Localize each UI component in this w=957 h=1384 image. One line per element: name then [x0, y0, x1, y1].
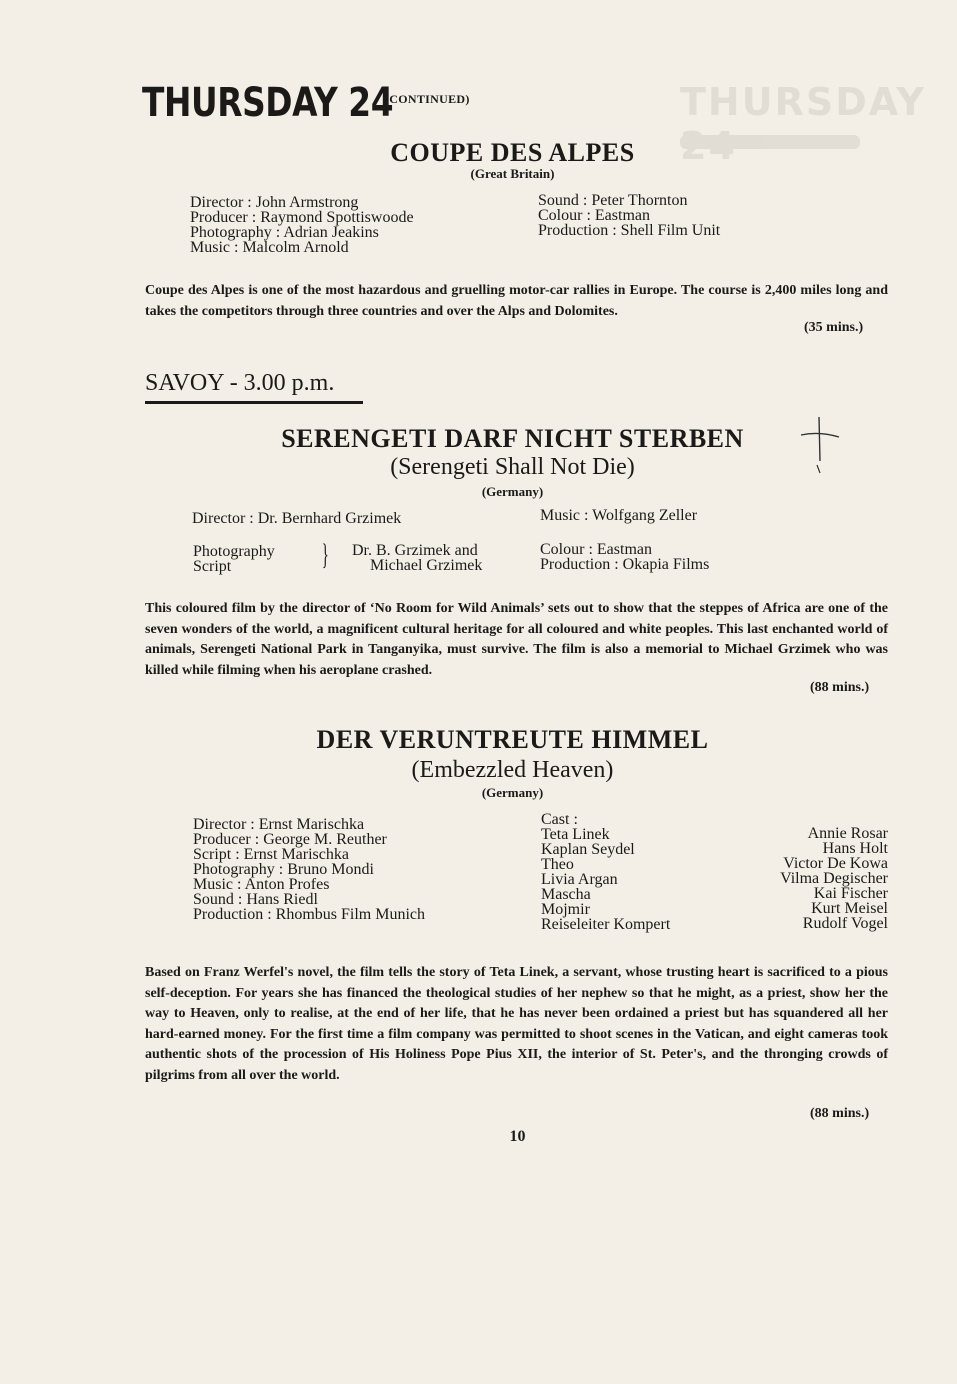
credit-line: Production : Okapia Films [540, 556, 710, 573]
credit-line: Sound : Hans Riedl [193, 891, 318, 908]
cast-role: Teta Linek [541, 826, 610, 843]
credit-line: Script : Ernst Marischka [193, 846, 349, 863]
cast-role: Livia Argan [541, 871, 618, 888]
cast-label: Cast : [541, 811, 578, 828]
film1-title: COUPE DES ALPES [390, 138, 635, 167]
cast-actor: Hans Holt [822, 840, 888, 857]
credit-line: Production : Rhombus Film Munich [193, 906, 426, 923]
cast-role: Mojmir [541, 901, 590, 918]
credit-line: Production : Shell Film Unit [538, 222, 721, 239]
film1-synopsis: Coupe des Alpes is one of the most hazardous and gruelling motor-car rallies in Europe. The course is 2,400 miles long and takes the competitors through three countries and over the Alps and Dolomites. [145, 283, 888, 319]
credit-line: Photography : Bruno Mondi [193, 861, 374, 878]
credit-line: Music : Malcolm Arnold [190, 239, 349, 256]
credit-line: Music : Anton Profes [193, 876, 330, 893]
film2-duration: (88 mins.) [810, 680, 870, 695]
cast-role: Theo [541, 856, 574, 873]
show-through-ghost: THURSDAY 24 [680, 80, 927, 168]
film3-cast-actors [720, 826, 888, 931]
credit-line: Michael Grzimek [370, 557, 483, 574]
credit-line: Producer : Raymond Spottiswoode [190, 209, 414, 226]
credit-line: Producer : George M. Reuther [193, 831, 387, 848]
film2-title: SERENGETI DARF NICHT STERBEN [281, 424, 744, 453]
film2-subtitle: (Serengeti Shall Not Die) [390, 454, 635, 480]
film3-credits-left [193, 817, 425, 922]
cast-role: Mascha [541, 886, 591, 903]
brace-glyph: } [321, 538, 329, 571]
cast-actor: Vilma Degischer [780, 870, 888, 887]
page-number: 10 [509, 1128, 526, 1145]
cast-actor: Kurt Meisel [811, 900, 888, 917]
credit-line: Dr. B. Grzimek and [352, 542, 478, 559]
film2-credits-right [540, 542, 709, 572]
day-heading: THURSDAY 24 [142, 80, 394, 126]
film2-synopsis: This coloured film by the director of ‘No Room for Wild Animals’ sets out to show that the steppes of Africa are one of the seven wonders of the world, a magnificent cultural heritage for all coloured and white peoples. This last enchanted world of animals, Serengeti National Park in Tanganyika, must survive. The film is also a memorial to Michael Grzimek who was killed while filming when his aeroplane crashed. [145, 601, 888, 678]
credit-line: Photography : Adrian Jeakins [190, 224, 379, 241]
film3-title: DER VERUNTREUTE HIMMEL [316, 725, 709, 754]
credit-line: Director : Ernst Marischka [193, 816, 365, 833]
cast-actor: Annie Rosar [807, 825, 888, 842]
script-label: Script [193, 558, 232, 575]
credit-line: Director : John Armstrong [190, 194, 359, 211]
credit-line: Sound : Peter Thornton [538, 192, 688, 209]
cast-role: Kaplan Seydel [541, 841, 635, 858]
film1-credits-left [190, 195, 414, 255]
venue-heading: SAVOY - 3.00 p.m. [145, 370, 335, 396]
film2-photo-script-credit [352, 543, 482, 573]
film3-country: (Germany) [481, 785, 544, 800]
film3-duration: (88 mins.) [810, 1106, 870, 1121]
film2-role-labels [193, 544, 275, 574]
film2-country: (Germany) [481, 484, 544, 499]
credit-line: Colour : Eastman [540, 541, 652, 558]
venue-underline [145, 401, 363, 404]
film1-credits-right [538, 193, 720, 238]
cast-actor: Rudolf Vogel [802, 915, 888, 932]
film3-subtitle: (Embezzled Heaven) [411, 757, 614, 783]
film2-music: Music : Wolfgang Zeller [540, 507, 698, 524]
film1-duration: (35 mins.) [804, 320, 864, 335]
cast-actor: Kai Fischer [813, 885, 888, 902]
film3-cast-roles [541, 812, 670, 932]
continued-label: (CONTINUED) [385, 92, 470, 106]
cast-actor: Victor De Kowa [783, 855, 888, 872]
cast-role: Reiseleiter Kompert [541, 916, 671, 933]
photography-label: Photography [193, 543, 275, 560]
film1-country: (Great Britain) [470, 166, 555, 181]
credit-line: Colour : Eastman [538, 207, 650, 224]
film2-director: Director : Dr. Bernhard Grzimek [192, 510, 402, 527]
film3-synopsis: Based on Franz Werfel's novel, the film tells the story of Teta Linek, a servant, whose trusting heart is sacrificed to a pious self-deception. For years she has financed the theological studies of her nephew so that he might, as a priest, show her the way to Heaven, only to realise, at the end of her life, that he has never been ordained a priest but has squandered all her hard-earned money. For the first time a film company was permitted to shoot scenes in the Vatican, and eight cameras took authentic shots of the procession of His Holiness Pope Pius XII, the interior of St. Peter's, and the thronging crowds of pilgrims from all over the world. [145, 965, 888, 1083]
